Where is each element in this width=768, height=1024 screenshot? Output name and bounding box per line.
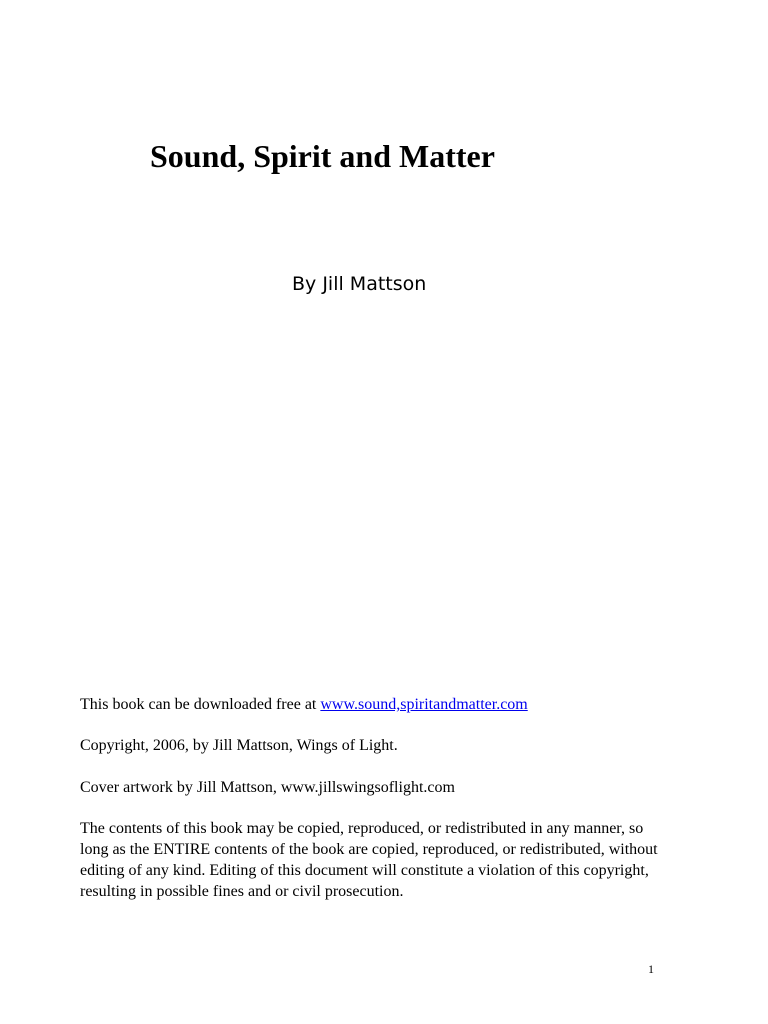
- download-notice: [80, 694, 660, 715]
- cover-artwork-credit: Cover artwork by Jill Mattson, www.jillswingsoflight.com: [80, 779, 455, 796]
- author-byline: By Jill Mattson: [292, 273, 427, 295]
- copyright-terms: The contents of this book may be copied, reproduced, or redistributed in any manner, so long as the ENTIRE contents of the book are copied, reproduced, or redistributed, without editing of any kind. Editing of this document will constitute a violation of this copyright, resulting in possible fines and or civil prosecution.: [80, 820, 658, 900]
- book-title: Sound, Spirit and Matter: [150, 138, 495, 174]
- page-number: 1: [648, 962, 654, 976]
- download-link[interactable]: www.sound,spiritandmatter.com: [320, 696, 528, 713]
- copyright-notice: Copyright, 2006, by Jill Mattson, Wings of Light.: [80, 737, 398, 754]
- download-prefix: This book can be downloaded free at: [80, 696, 321, 713]
